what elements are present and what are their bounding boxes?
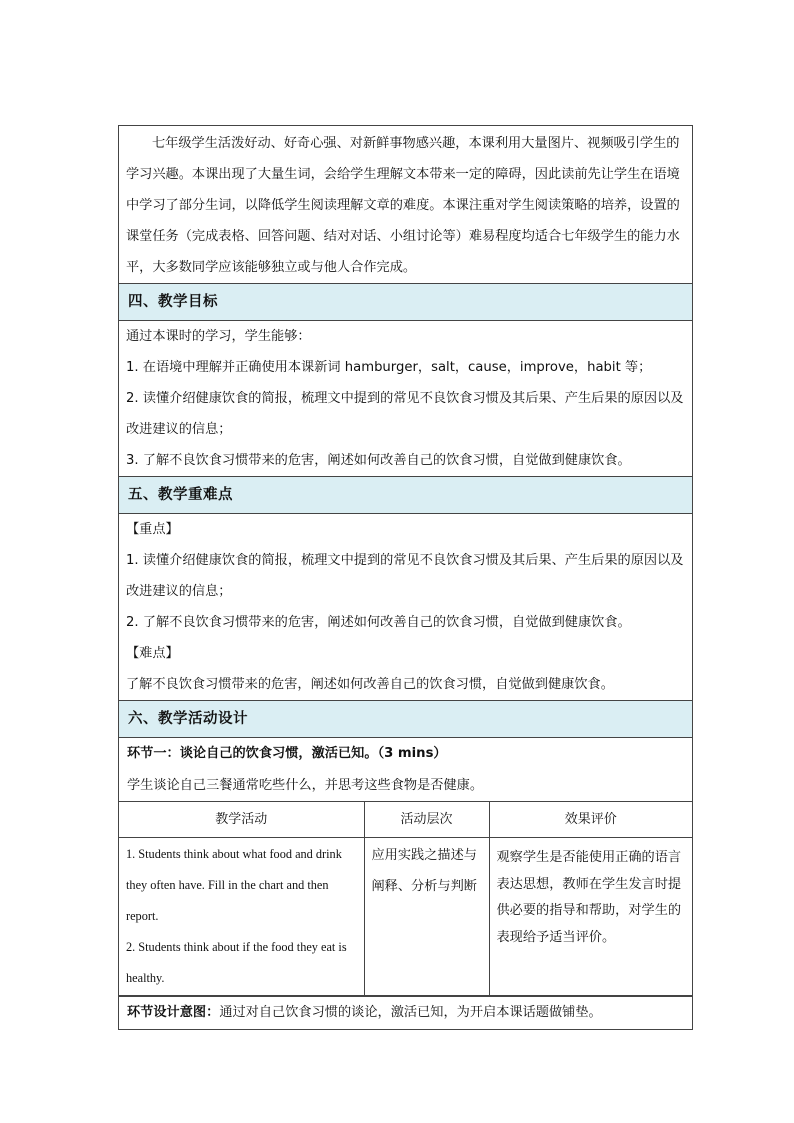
key-item: 2. 了解不良饮食习惯带来的危害，阐述如何改善自己的饮食习惯，自觉做到健康饮食。 bbox=[126, 615, 631, 630]
key-label: 【重点】 bbox=[126, 522, 179, 537]
column-header: 活动层次 bbox=[364, 802, 489, 838]
objectives-block bbox=[119, 321, 692, 477]
intent-block bbox=[119, 997, 692, 1030]
objective-item: 1. 在语境中理解并正确使用本课新词 hamburger，salt，cause，improve，habit 等； bbox=[126, 360, 652, 375]
table-header-row bbox=[119, 802, 692, 838]
table-row bbox=[119, 838, 692, 996]
student-analysis-text: 七年级学生活泼好动、好奇心强、对新鲜事物感兴趣，本课利用大量图片、视频吸引学生的学习兴趣。本课出现了大量生词，会给学生理解文本带来一定的障碍，因此读前先让学生在语境中学习了部分生词，以降低学生阅读理解文章的难度。本课注重对学生阅读策略的培养，设置的课堂任务（完成表格、回答问题、结对对话、小组讨论等）难易程度均适合七年级学生的能力水平，大多数同学应该能够独立或与他人合作完成。 bbox=[126, 136, 680, 275]
key-item: 1. 读懂介绍健康饮食的简报，梳理文中提到的常见不良饮食习惯及其后果、产生后果的原因以及改进建议的信息； bbox=[126, 553, 684, 599]
evaluation-cell bbox=[489, 838, 692, 996]
lesson-plan-table bbox=[118, 125, 693, 1030]
column-header: 教学活动 bbox=[119, 802, 364, 838]
activity-level: 应用实践之描述与阐释、分析与判断 bbox=[371, 848, 477, 894]
intent-label: 环节设计意图： bbox=[127, 1005, 220, 1020]
key-points-block bbox=[119, 514, 692, 701]
level-cell bbox=[364, 838, 489, 996]
section-heading-objectives: 四、教学目标 bbox=[119, 284, 692, 321]
activity-cell bbox=[119, 838, 364, 996]
step1-description: 学生谈论自己三餐通常吃些什么，并思考这些食物是否健康。 bbox=[127, 777, 484, 793]
difficult-text: 了解不良饮食习惯带来的危害，阐述如何改善自己的饮食习惯，自觉做到健康饮食。 bbox=[126, 677, 614, 692]
objectives-lead: 通过本课时的学习，学生能够： bbox=[126, 329, 311, 344]
intent-line bbox=[119, 997, 692, 1029]
section-heading-activity-design: 六、教学活动设计 bbox=[119, 701, 692, 738]
section-heading-key-points: 五、教学重难点 bbox=[119, 477, 692, 514]
activity-item: 2. Students think about if the food they eat is healthy. bbox=[126, 940, 347, 985]
objective-item: 3. 了解不良饮食习惯带来的危害，阐述如何改善自己的饮食习惯，自觉做到健康饮食。 bbox=[126, 453, 631, 468]
student-analysis-block bbox=[119, 125, 692, 284]
activity-item: 1. Students think about what food and drink they often have. Fill in the chart and then report. bbox=[126, 847, 342, 923]
objective-item: 2. 读懂介绍健康饮食的简报，梳理文中提到的常见不良饮食习惯及其后果、产生后果的原因以及改进建议的信息； bbox=[126, 391, 684, 437]
activity-table-wrap bbox=[119, 802, 692, 997]
intent-text: 通过对自己饮食习惯的谈论，激活已知，为开启本课话题做铺垫。 bbox=[219, 1005, 602, 1020]
activity-evaluation: 观察学生是否能使用正确的语言表达思想，教师在学生发言时提供必要的指导和帮助，对学生的表现给予适当评价。 bbox=[496, 850, 682, 945]
column-header: 效果评价 bbox=[489, 802, 692, 838]
activity-table bbox=[119, 802, 692, 996]
difficult-label: 【难点】 bbox=[126, 646, 179, 661]
step1-title: 环节一：谈论自己的饮食习惯，激活已知。（3 mins） bbox=[127, 746, 447, 761]
step1-block bbox=[119, 738, 692, 802]
